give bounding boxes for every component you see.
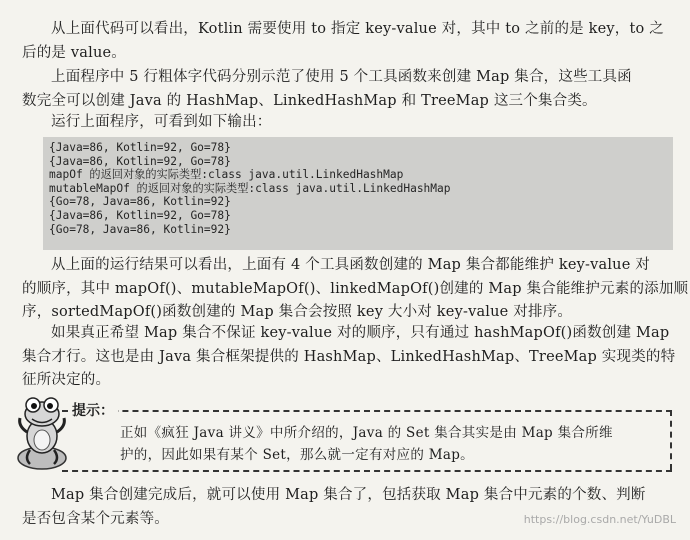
tip-label: 提示：: [72, 400, 118, 420]
text-line: 后的是 value。: [22, 44, 127, 61]
tip-text: [120, 422, 660, 466]
tip-border-bottom: [62, 470, 672, 472]
paragraph-5: [22, 322, 676, 393]
text-line: 集合才行。这也是由 Java 集合框架提供的 HashMap、LinkedHashMap、TreeMap 实现类的特: [22, 348, 676, 365]
paragraph-4: [22, 254, 689, 325]
code-line: {Go=78, Java=86, Kotlin=92}: [49, 222, 231, 236]
text-line: 从上面代码可以看出，Kotlin 需要使用 to 指定 key-value 对，其中 to 之前的是 key，to 之: [51, 21, 664, 37]
frog-icon: [14, 392, 70, 472]
tip-line: 正如《疯狂 Java 讲义》中所介绍的，Java 的 Set 集合其实是由 Map 集合所维: [120, 425, 613, 441]
text-line: 如果真正希望 Map 集合不保证 key-value 对的顺序，只有通过 hashMapOf()函数创建 Map: [51, 325, 670, 341]
text-line: 运行上面程序，可看到如下输出：: [51, 114, 272, 130]
text-line: 的顺序，其中 mapOf()、mutableMapOf()、linkedMapOf()创建的 Map 集合能维护元素的添加顺: [22, 280, 689, 297]
text-line: 上面程序中 5 行粗体字代码分别示范了使用 5 个工具函数来创建 Map 集合，这些工具函: [51, 69, 632, 85]
paragraph-2: [22, 66, 672, 113]
text-line: 数完全可以创建 Java 的 HashMap、LinkedHashMap 和 TreeMap 这三个集合类。: [22, 92, 597, 109]
paragraph-3: [22, 111, 672, 135]
code-output-block: [43, 137, 673, 250]
watermark: https://blog.csdn.net/YuDBL: [523, 513, 676, 526]
code-line: {Java=86, Kotlin=92, Go=78}: [49, 208, 231, 222]
text-line: 从上面的运行结果可以看出，上面有 4 个工具函数创建的 Map 集合都能维护 key-value 对: [51, 257, 651, 273]
text-line: 序，sortedMapOf()函数创建的 Map 集合会按照 key 大小对 key-value 对排序。: [22, 304, 573, 320]
code-line: {Java=86, Kotlin=92, Go=78}: [49, 141, 231, 154]
code-line: mapOf 的返回对象的实际类型:class java.util.LinkedHashMap: [49, 168, 404, 182]
text-line: 是否包含某个元素等。: [22, 510, 169, 527]
code-line: {Java=86, Kotlin=92, Go=78}: [49, 154, 231, 168]
code-line: {Go=78, Java=86, Kotlin=92}: [49, 195, 231, 209]
paragraph-1: [22, 18, 672, 65]
code-line: mutableMapOf 的返回对象的实际类型:class java.util.LinkedHashMap: [49, 181, 451, 195]
tip-line: 护的，因此如果有某个 Set，那么就一定有对应的 Map。: [120, 447, 474, 463]
text-line: 征所决定的。: [22, 372, 111, 388]
text-line: Map 集合创建完成后，就可以使用 Map 集合了，包括获取 Map 集合中元素的个数、判断: [51, 487, 646, 503]
